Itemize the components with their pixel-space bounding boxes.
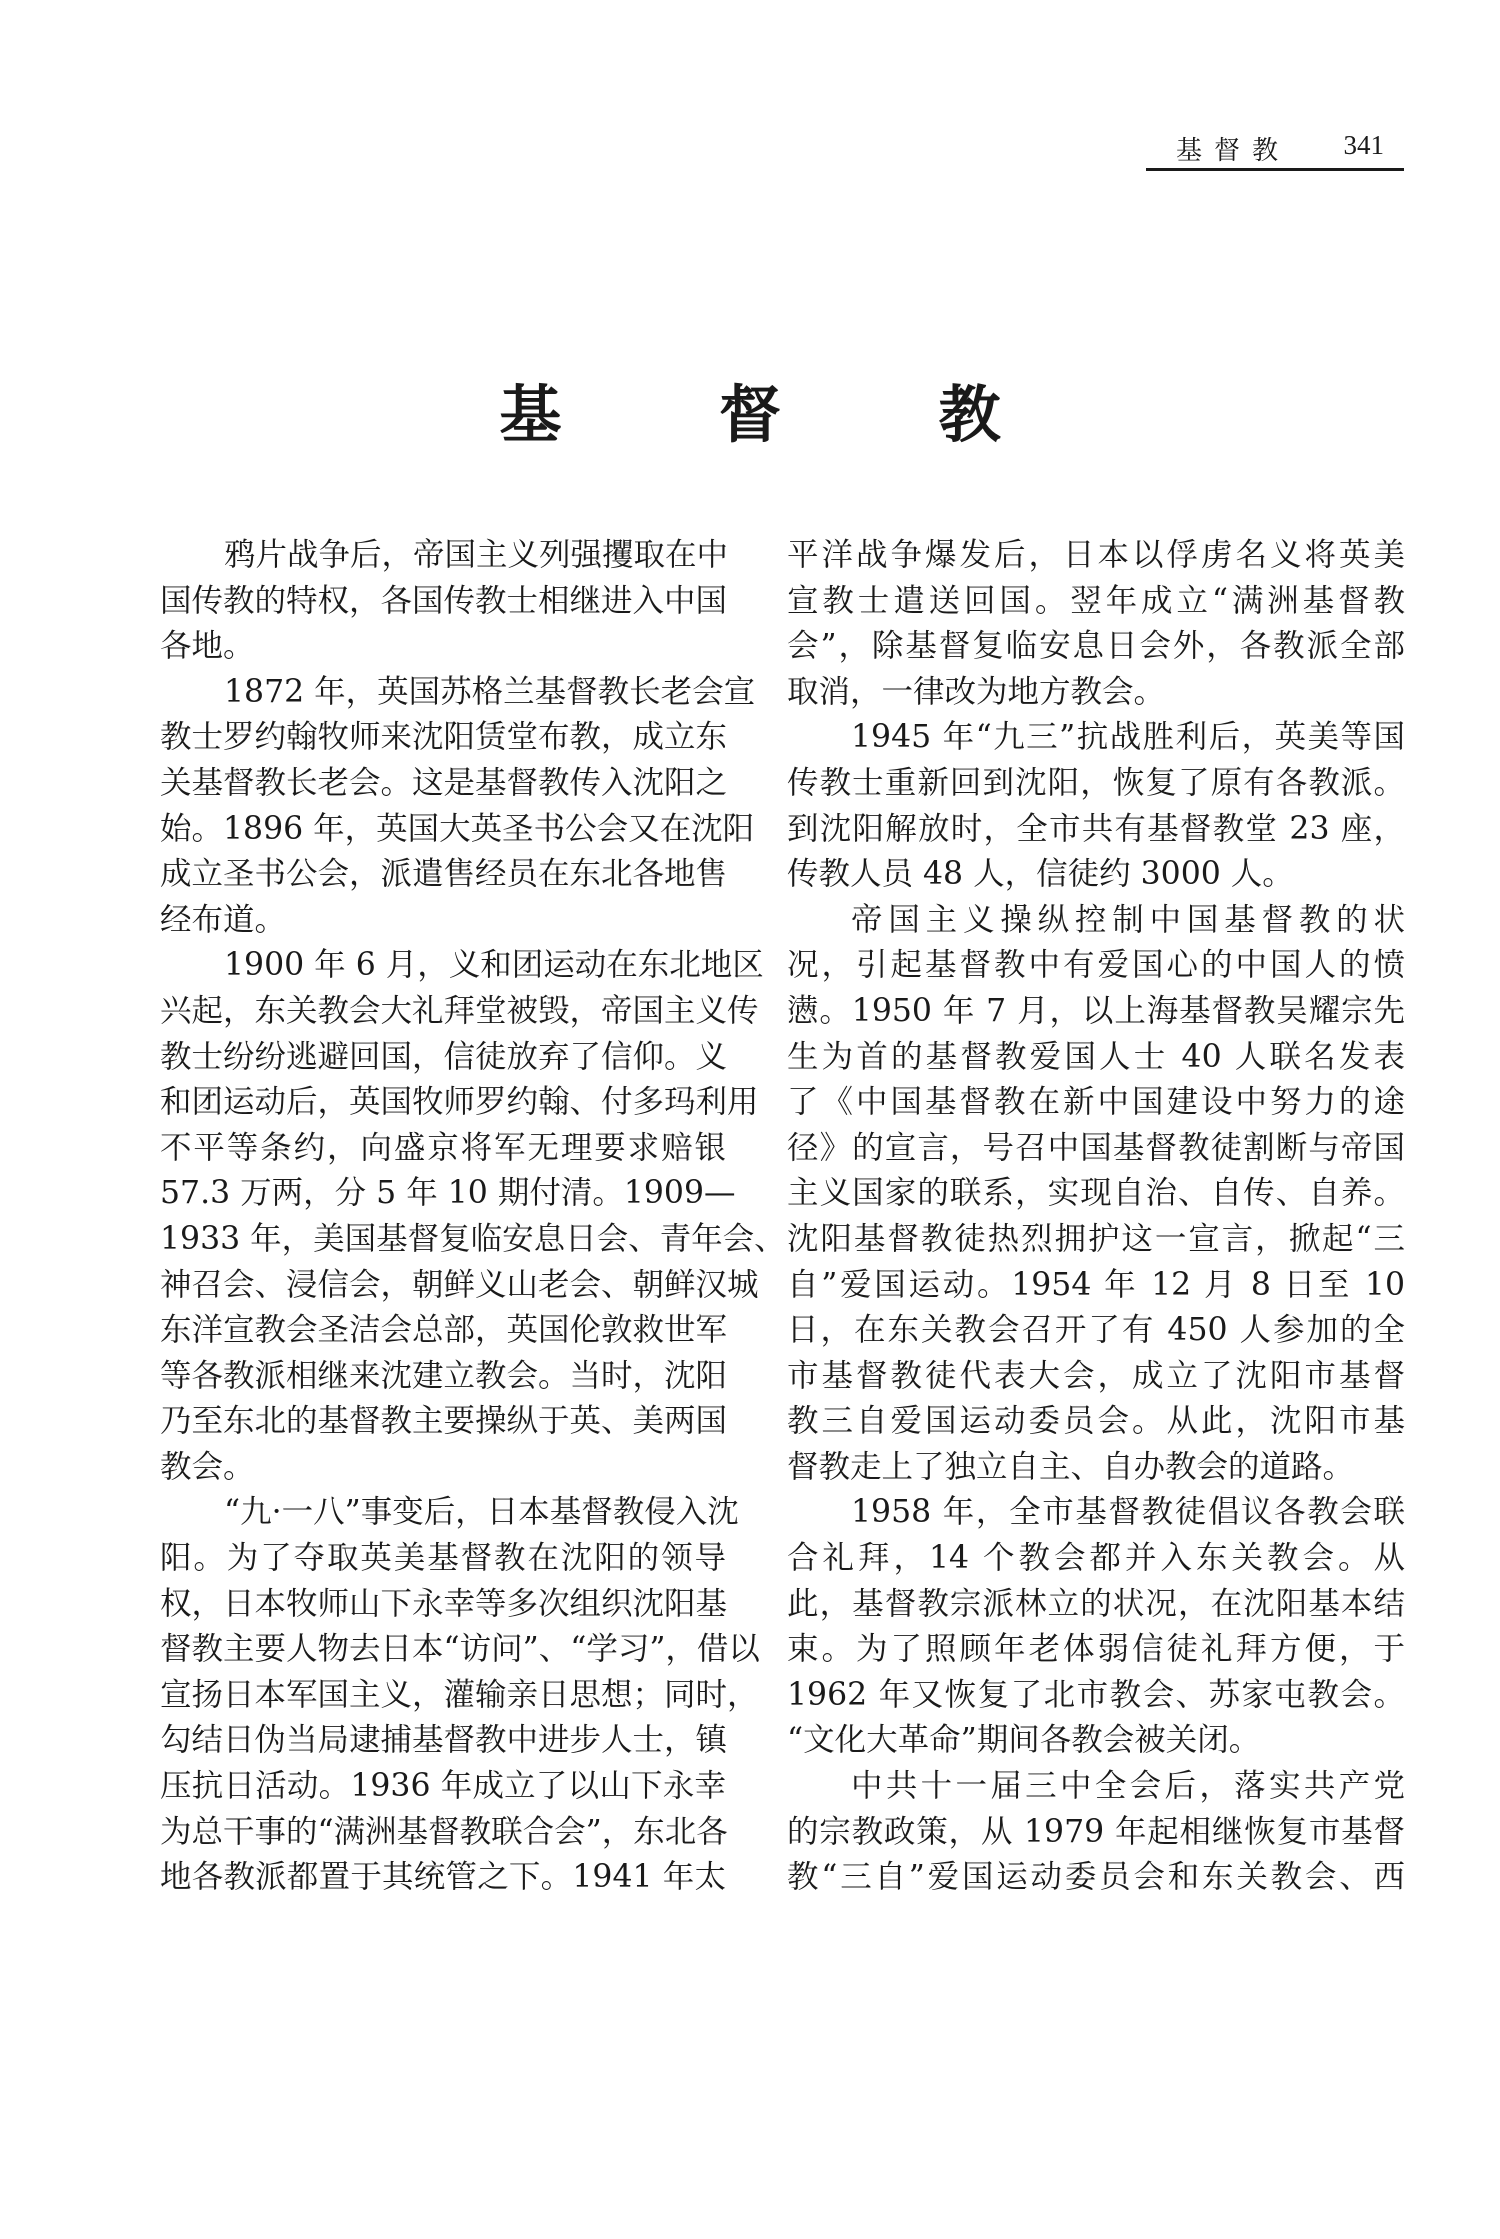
text-line: 1872 年，英国苏格兰基督教长老会宣	[224, 673, 756, 710]
header-rule	[1146, 168, 1404, 171]
text-line: 平洋战争爆发后，日本以俘虏名义将英美	[787, 537, 1405, 573]
text-line: 了《中国基督教在新中国建设中努力的途	[787, 1084, 1405, 1121]
text-line: 权，日本牧师山下永幸等多次组织沈阳基	[160, 1585, 728, 1622]
text-line: 乃至东北的基督教主要操纵于英、美两国	[160, 1403, 728, 1440]
text-line: 国传教的特权，各国传教士相继进入中国	[160, 582, 728, 619]
text-line: 日，在东关教会召开了有 450 人参加的全	[787, 1312, 1405, 1349]
text-line: 不平等条约，向盛京将军无理要求赔银	[160, 1129, 726, 1166]
text-line: 1962 年又恢复了北市教会、苏家屯教会。	[787, 1676, 1405, 1713]
text-line: 传教人员 48 人，信徒约 3000 人。	[787, 856, 1294, 893]
text-line: 鸦片战争后，帝国主义列强攫取在中	[224, 537, 729, 573]
text-line: 成立圣书公会，派遣售经员在东北各地售	[160, 856, 728, 893]
page-title: 基 督 教	[499, 378, 1069, 451]
text-line: 到沈阳解放时，全市共有基督教堂 23 座，	[787, 810, 1405, 847]
text-line: 经布道。	[160, 901, 287, 938]
text-line: “九·一八”事变后，日本基督教侵入沈	[224, 1494, 739, 1531]
text-line: 57.3 万两，分 5 年 10 期付清。1909—	[160, 1175, 736, 1212]
running-head-title: 基督教	[1176, 136, 1291, 166]
text-line: 兴起，东关教会大礼拜堂被毁，帝国主义传	[160, 992, 759, 1029]
text-line: 关基督教长老会。这是基督教传入沈阳之	[160, 764, 728, 801]
text-line: 教士罗约翰牧师来沈阳赁堂布教，成立东	[160, 719, 728, 756]
text-line: 1958 年，全市基督教徒倡议各教会联	[851, 1494, 1405, 1531]
text-line: 神召会、浸信会，朝鲜义山老会、朝鲜汉城	[160, 1266, 759, 1303]
text-line: 宣扬日本军国主义，灌输亲日思想；同时，	[160, 1676, 759, 1713]
text-line: 懑。1950 年 7 月，以上海基督教吴耀宗先	[787, 992, 1405, 1029]
right-column	[787, 533, 1405, 1901]
text-line: 合礼拜，14 个教会都并入东关教会。从	[787, 1540, 1405, 1577]
text-line: 教士纷纷逃避回国，信徒放弃了信仰。义	[160, 1038, 728, 1075]
left-column	[160, 533, 786, 1901]
text-line: 况，引起基督教中有爱国心的中国人的愤	[787, 947, 1405, 984]
text-line: 生为首的基督教爱国人士 40 人联名发表	[787, 1038, 1405, 1075]
text-line: 帝国主义操纵控制中国基督教的状	[851, 901, 1405, 938]
text-line: “文化大革命”期间各教会被关闭。	[787, 1722, 1261, 1759]
text-line: 1900 年 6 月，义和团运动在东北地区	[224, 947, 764, 984]
running-head	[1146, 126, 1404, 166]
text-line: 市基督教徒代表大会，成立了沈阳市基督	[787, 1357, 1405, 1394]
text-line: 和团运动后，英国牧师罗约翰、付多玛利用	[160, 1084, 759, 1121]
text-line: 始。1896 年，英国大英圣书公会又在沈阳	[160, 810, 755, 847]
text-line: 教三自爱国运动委员会。从此，沈阳市基	[787, 1403, 1405, 1440]
text-line: 沈阳基督教徒热烈拥护这一宣言，掀起“三	[787, 1220, 1405, 1257]
text-line: 自”爱国运动。1954 年 12 月 8 日至 10	[787, 1266, 1405, 1303]
text-line: 教会。	[160, 1448, 255, 1485]
text-line: 东洋宣教会圣洁会总部，英国伦敦救世军	[160, 1312, 728, 1349]
text-line: 主义国家的联系，实现自治、自传、自养。	[787, 1175, 1405, 1212]
text-line: 束。为了照顾年老体弱信徒礼拜方便，于	[787, 1631, 1405, 1668]
text-line: 宣教士遣送回国。翌年成立“满洲基督教	[787, 582, 1405, 619]
text-line: 的宗教政策，从 1979 年起相继恢复市基督	[787, 1813, 1405, 1850]
text-line: 地各教派都置于其统管之下。1941 年太	[160, 1859, 726, 1896]
text-line: 教“三自”爱国运动委员会和东关教会、西	[787, 1859, 1405, 1896]
text-line: 传教士重新回到沈阳，恢复了原有各教派。	[787, 764, 1405, 801]
text-line: 勾结日伪当局逮捕基督教中进步人士，镇	[160, 1722, 728, 1759]
text-line: 会”，除基督复临安息日会外，各教派全部	[787, 628, 1405, 665]
text-line: 阳。为了夺取英美基督教在沈阳的领导	[160, 1540, 726, 1577]
text-line: 1945 年“九三”抗战胜利后，英美等国	[851, 719, 1405, 756]
page-number: 341	[1343, 130, 1384, 160]
text-line: 取消，一律改为地方教会。	[787, 673, 1166, 710]
text-line: 中共十一届三中全会后，落实共产党	[851, 1768, 1405, 1805]
text-line: 督教主要人物去日本“访问”、“学习”，借以	[160, 1631, 760, 1668]
text-line: 督教走上了独立自主、自办教会的道路。	[787, 1448, 1355, 1485]
text-line: 压抗日活动。1936 年成立了以山下永幸	[160, 1768, 726, 1805]
text-line: 各地。	[160, 628, 255, 665]
text-line: 为总干事的“满洲基督教联合会”，东北各	[160, 1813, 728, 1850]
text-line: 1933 年，美国基督复临安息日会、青年会、	[160, 1220, 786, 1257]
text-line: 径》的宣言，号召中国基督教徒割断与帝国	[787, 1129, 1405, 1166]
text-line: 等各教派相继来沈建立教会。当时，沈阳	[160, 1357, 728, 1394]
text-line: 此，基督教宗派林立的状况，在沈阳基本结	[787, 1585, 1405, 1622]
